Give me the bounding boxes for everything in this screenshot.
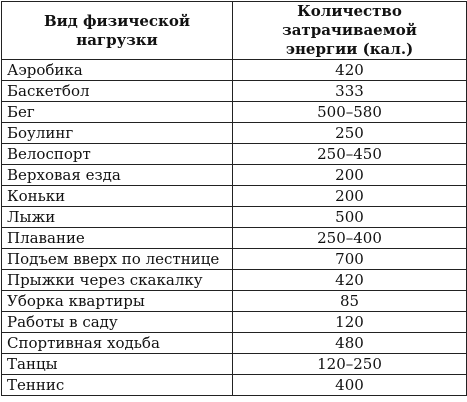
table-row xyxy=(2,144,467,165)
activity-cell: Аэробика xyxy=(2,60,233,81)
activity-cell: Теннис xyxy=(2,375,233,396)
energy-cell: 200 xyxy=(233,165,467,186)
activity-cell: Уборка квартиры xyxy=(2,291,233,312)
activity-cell: Плавание xyxy=(2,228,233,249)
activity-cell: Танцы xyxy=(2,354,233,375)
energy-cell: 500 xyxy=(233,207,467,228)
activity-cell: Боулинг xyxy=(2,123,233,144)
table-row xyxy=(2,270,467,291)
activity-cell: Подъем вверх по лестнице xyxy=(2,249,233,270)
activity-cell: Верховая езда xyxy=(2,165,233,186)
table-header xyxy=(2,2,467,60)
energy-cell: 120 xyxy=(233,312,467,333)
table-body xyxy=(2,60,467,396)
table-row xyxy=(2,312,467,333)
header-row xyxy=(2,2,467,60)
energy-cell: 250 xyxy=(233,123,467,144)
energy-cell: 420 xyxy=(233,270,467,291)
activity-cell: Велоспорт xyxy=(2,144,233,165)
table-row xyxy=(2,165,467,186)
energy-cell: 500–580 xyxy=(233,102,467,123)
table-row xyxy=(2,291,467,312)
energy-cell: 120–250 xyxy=(233,354,467,375)
table-row xyxy=(2,102,467,123)
activity-cell: Баскетбол xyxy=(2,81,233,102)
table-row xyxy=(2,249,467,270)
table-row xyxy=(2,228,467,249)
table-row xyxy=(2,375,467,396)
energy-cell: 480 xyxy=(233,333,467,354)
energy-cell: 200 xyxy=(233,186,467,207)
table-row xyxy=(2,333,467,354)
activity-cell: Бег xyxy=(2,102,233,123)
energy-cell: 700 xyxy=(233,249,467,270)
activity-cell: Коньки xyxy=(2,186,233,207)
table-row xyxy=(2,81,467,102)
activity-cell: Лыжи xyxy=(2,207,233,228)
energy-table xyxy=(1,1,467,396)
header-activity: Вид физической нагрузки xyxy=(2,2,233,60)
energy-cell: 250–400 xyxy=(233,228,467,249)
energy-cell: 250–450 xyxy=(233,144,467,165)
table-row xyxy=(2,123,467,144)
energy-cell: 333 xyxy=(233,81,467,102)
activity-cell: Спортивная ходьба xyxy=(2,333,233,354)
table-row xyxy=(2,60,467,81)
table-row xyxy=(2,354,467,375)
energy-cell: 85 xyxy=(233,291,467,312)
header-energy-line2: энергии (кал.) xyxy=(285,40,414,58)
energy-cell: 400 xyxy=(233,375,467,396)
activity-cell: Работы в саду xyxy=(2,312,233,333)
header-energy-line1: Количество затрачиваемой xyxy=(282,2,417,39)
table-row xyxy=(2,186,467,207)
activity-cell: Прыжки через скакалку xyxy=(2,270,233,291)
table-row xyxy=(2,207,467,228)
header-energy xyxy=(233,2,467,60)
energy-cell: 420 xyxy=(233,60,467,81)
